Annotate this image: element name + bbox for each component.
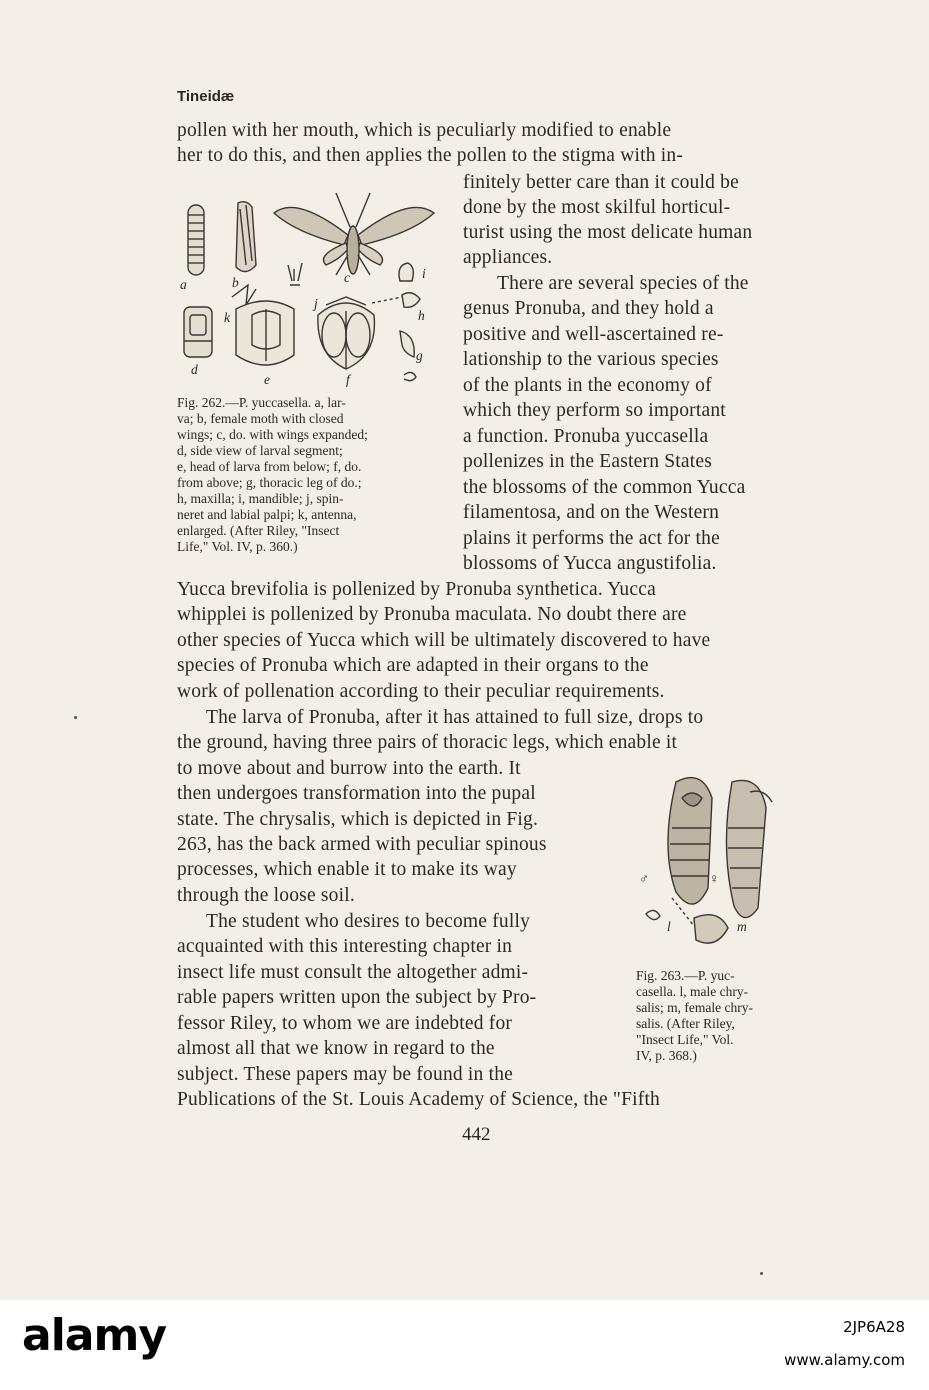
body-line: her to do this, and then applies the pollen to the stigma with in- xyxy=(177,145,684,166)
body-line: subject. These papers may be found in the xyxy=(177,1064,513,1085)
fig262-caption-line: Fig. 262.—P. yuccasella. a, lar- xyxy=(177,395,346,410)
fig263-caption-line: "Insect Life," Vol. xyxy=(636,1032,734,1047)
fig262-label: a xyxy=(180,277,187,292)
fig263-caption-line: salis; m, female chry- xyxy=(636,1000,753,1015)
watermark-image-id: 2JP6A28 xyxy=(843,1318,905,1336)
fig262-label: h xyxy=(418,308,425,323)
body-line: which they perform so important xyxy=(463,400,726,421)
body-line: rable papers written upon the subject by Pro- xyxy=(177,987,537,1008)
body-line: Publications of the St. Louis Academy of Science, the "Fifth xyxy=(177,1089,661,1110)
body-line: lationship to the various species xyxy=(463,349,719,370)
fig262-label: c xyxy=(344,270,350,285)
paper-speck xyxy=(760,1272,763,1275)
fig262-label: j xyxy=(314,296,318,311)
body-line: fessor Riley, to whom we are indebted for xyxy=(177,1013,513,1034)
fig262-caption-line: d, side view of larval segment; xyxy=(177,443,343,458)
body-line: The student who desires to become fully xyxy=(206,911,531,932)
figure-262-illustration xyxy=(176,185,446,390)
body-line: blossoms of Yucca angustifolia. xyxy=(463,553,717,574)
body-line: finitely better care than it could be xyxy=(463,172,739,193)
watermark-url: www.alamy.com xyxy=(784,1351,905,1369)
running-head: Tineidæ xyxy=(177,88,235,105)
body-line: appliances. xyxy=(463,247,553,268)
body-line: positive and well-ascertained re- xyxy=(463,324,724,345)
figure-263-illustration xyxy=(632,768,792,964)
body-line: insect life must consult the altogether admi- xyxy=(177,962,529,983)
fig262-caption-line: va; b, female moth with closed xyxy=(177,411,344,426)
body-line: almost all that we know in regard to the xyxy=(177,1038,495,1059)
body-line: whipplei is pollenized by Pronuba maculata. No doubt there are xyxy=(177,604,687,625)
body-line: species of Pronuba which are adapted in their organs to the xyxy=(177,655,649,676)
body-line: acquainted with this interesting chapter in xyxy=(177,936,513,957)
body-line: to move about and burrow into the earth. It xyxy=(177,758,521,779)
body-line: of the plants in the economy of xyxy=(463,375,712,396)
body-line: genus Pronuba, and they hold a xyxy=(463,298,714,319)
fig262-label: g xyxy=(416,348,423,363)
body-line: pollenizes in the Eastern States xyxy=(463,451,712,472)
fig262-label: f xyxy=(346,372,350,387)
body-line: turist using the most delicate human xyxy=(463,222,753,243)
fig262-label: b xyxy=(232,275,239,290)
body-line: state. The chrysalis, which is depicted in Fig. xyxy=(177,809,539,830)
fig263-label: ♂ xyxy=(639,871,650,886)
fig262-label: d xyxy=(191,362,198,377)
body-line: through the loose soil. xyxy=(177,885,355,906)
moth-expanded-c xyxy=(274,193,434,275)
fig262-caption-line: enlarged. (After Riley, "Insect xyxy=(177,523,340,538)
body-line: pollen with her mouth, which is peculiarly modified to enable xyxy=(177,120,672,141)
fig262-caption-line: from above; g, thoracic leg of do.; xyxy=(177,475,362,490)
body-line: Yucca brevifolia is pollenized by Pronuba synthetica. Yucca xyxy=(177,579,656,600)
female-chrysalis-m xyxy=(726,780,772,917)
body-line: the blossoms of the common Yucca xyxy=(463,477,746,498)
fig262-label: e xyxy=(264,372,270,387)
fig262-caption-line: e, head of larva from below; f, do. xyxy=(177,459,362,474)
page-number: 442 xyxy=(462,1124,491,1145)
body-line: The larva of Pronuba, after it has attained to full size, drops to xyxy=(206,707,704,728)
fig262-label: i xyxy=(422,266,426,281)
body-line: other species of Yucca which will be ultimately discovered to have xyxy=(177,630,711,651)
fig263-caption-line: casella. l, male chry- xyxy=(636,984,749,999)
body-line: done by the most skilful horticul- xyxy=(463,197,731,218)
larva-head-f xyxy=(318,297,375,369)
body-line: plains it performs the act for the xyxy=(463,528,720,549)
fig263-label: l xyxy=(667,919,671,934)
fig263-label: m xyxy=(737,919,747,934)
watermark-logo: alamy xyxy=(22,1310,166,1361)
fig262-caption-line: wings; c, do. with wings expanded; xyxy=(177,427,368,442)
fig262-label: k xyxy=(224,310,230,325)
larva-head-e xyxy=(236,301,294,365)
fig262-caption-line: neret and labial palpi; k, antenna, xyxy=(177,507,357,522)
male-chrysalis-l xyxy=(668,778,712,905)
body-line: a function. Pronuba yuccasella xyxy=(463,426,709,447)
fig263-label: ♀ xyxy=(709,871,720,886)
body-line: 263, has the back armed with peculiar spinous xyxy=(177,834,547,855)
fig262-caption-line: Life," Vol. IV, p. 360.) xyxy=(177,539,298,554)
fig263-caption-line: salis. (After Riley, xyxy=(636,1016,735,1031)
body-line: work of pollenation according to their peculiar requirements. xyxy=(177,681,665,702)
fig263-caption-line: Fig. 263.—P. yuc- xyxy=(636,968,735,983)
fig262-caption-line: h, maxilla; i, mandible; j, spin- xyxy=(177,491,344,506)
paper-speck xyxy=(74,716,77,719)
body-line: then undergoes transformation into the pupal xyxy=(177,783,536,804)
moth-closed-b xyxy=(236,202,256,272)
fig263-caption-line: IV, p. 368.) xyxy=(636,1048,697,1063)
body-line: filamentosa, and on the Western xyxy=(463,502,720,523)
larval-segment-d xyxy=(184,307,212,357)
body-line: There are several species of the xyxy=(497,273,749,294)
larva-a xyxy=(188,205,204,275)
body-line: processes, which enable it to make its way xyxy=(177,859,517,880)
body-line: the ground, having three pairs of thoracic legs, which enable it xyxy=(177,732,678,753)
